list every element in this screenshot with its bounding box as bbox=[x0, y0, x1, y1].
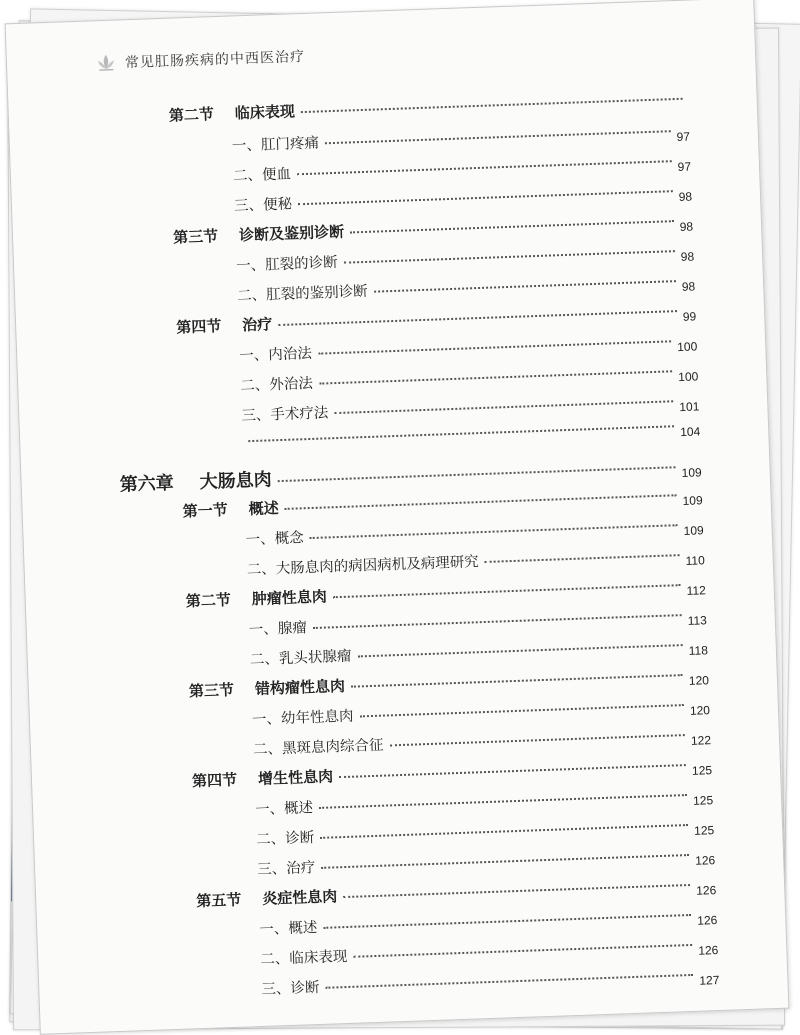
dot-leader bbox=[325, 974, 693, 989]
toc-entry-label bbox=[192, 765, 334, 791]
section-title: 治疗 bbox=[241, 315, 273, 335]
dot-leader bbox=[301, 98, 683, 113]
item-title: 三、手术疗法 bbox=[241, 405, 329, 425]
dot-leader bbox=[297, 160, 671, 175]
toc-entry-label bbox=[173, 221, 345, 248]
section-number: 第二节 bbox=[168, 105, 215, 125]
page-number: 127 bbox=[699, 973, 720, 988]
section-title: 临床表现 bbox=[234, 102, 296, 123]
page-number: 109 bbox=[681, 465, 702, 481]
item-title: 一、肛门疼痛 bbox=[231, 135, 320, 155]
item-title: 二、黑斑息肉综合征 bbox=[252, 737, 384, 759]
item-title: 一、腺瘤 bbox=[248, 620, 308, 639]
toc-entry-label bbox=[232, 132, 320, 156]
page-number: 126 bbox=[695, 883, 717, 898]
item-title: 二、临床表现 bbox=[260, 949, 348, 969]
page-number: 112 bbox=[686, 583, 707, 598]
running-head bbox=[95, 46, 306, 73]
toc-entry-label bbox=[245, 526, 304, 549]
item-title: 一、肛裂的诊断 bbox=[235, 254, 338, 275]
dot-leader bbox=[325, 130, 670, 144]
toc-entry-label bbox=[246, 550, 479, 579]
page-number: 98 bbox=[679, 219, 694, 234]
section-number: 第一节 bbox=[182, 500, 229, 521]
item-title: 二、肛裂的鉴别诊断 bbox=[236, 283, 368, 305]
dot-leader bbox=[321, 854, 689, 869]
section-number: 第四节 bbox=[175, 317, 222, 337]
page-number: 100 bbox=[677, 339, 698, 355]
page-number: 118 bbox=[688, 643, 709, 658]
section-number: 第三节 bbox=[188, 680, 235, 701]
page-number: 120 bbox=[689, 703, 711, 718]
section-title: 诊断及鉴别诊断 bbox=[238, 222, 345, 245]
item-title: 一、幼年性息肉 bbox=[251, 708, 354, 729]
toc-entry-label bbox=[182, 497, 279, 521]
dot-leader bbox=[319, 794, 687, 809]
page-number: 126 bbox=[697, 913, 718, 928]
dot-leader bbox=[248, 425, 674, 442]
dot-leader bbox=[351, 674, 683, 688]
toc-entry-label bbox=[259, 916, 318, 939]
page-number: 97 bbox=[677, 159, 692, 174]
toc-entry-label bbox=[236, 251, 338, 276]
item-title: 一、概述 bbox=[259, 920, 318, 939]
section-number: 第三节 bbox=[172, 227, 219, 247]
toc-entry-label bbox=[256, 826, 315, 849]
page-number: 126 bbox=[694, 853, 716, 868]
item-title: 二、外治法 bbox=[240, 375, 314, 395]
toc-entry-label bbox=[189, 675, 346, 701]
lotus-logo-icon bbox=[95, 53, 118, 74]
dot-leader bbox=[298, 190, 672, 205]
item-title: 二、乳头状腺瘤 bbox=[249, 648, 352, 669]
chapter-number: 第六章 bbox=[119, 472, 175, 496]
dot-leader bbox=[339, 764, 686, 778]
item-title: 一、概念 bbox=[245, 530, 304, 549]
section-title: 错构瘤性息肉 bbox=[254, 676, 346, 699]
toc-section-entry bbox=[169, 87, 689, 126]
page-number: 125 bbox=[691, 763, 713, 778]
toc-entry-label bbox=[257, 856, 316, 879]
item-title: 二、便血 bbox=[232, 166, 292, 185]
dot-leader bbox=[350, 220, 673, 233]
toc-item-entry bbox=[261, 962, 719, 999]
dot-leader bbox=[333, 584, 681, 598]
dot-leader bbox=[343, 884, 690, 898]
section-number: 第二节 bbox=[185, 590, 232, 611]
page-number: 98 bbox=[678, 189, 693, 204]
toc-entry-label bbox=[241, 401, 329, 425]
toc-page bbox=[5, 0, 790, 1035]
toc-entry-label bbox=[196, 885, 338, 911]
dot-leader bbox=[374, 280, 676, 293]
toc-entry-label bbox=[239, 342, 312, 366]
page-number: 126 bbox=[698, 943, 719, 958]
item-title: 三、治疗 bbox=[256, 860, 316, 879]
toc-entry-label bbox=[260, 945, 348, 969]
toc-entry-label bbox=[237, 280, 368, 306]
page-number: 110 bbox=[685, 553, 705, 568]
toc-entry-label bbox=[119, 465, 272, 496]
toc-entry-label bbox=[255, 796, 314, 819]
section-number: 第四节 bbox=[191, 770, 238, 791]
dot-leader bbox=[389, 734, 684, 746]
toc-entry-label bbox=[185, 586, 327, 612]
dot-leader bbox=[310, 524, 678, 539]
dot-leader bbox=[357, 644, 682, 657]
page-number: 125 bbox=[693, 823, 715, 838]
page-number: 122 bbox=[690, 733, 712, 748]
toc-entry-label bbox=[261, 976, 320, 999]
toc-entry-label bbox=[169, 100, 296, 125]
chapter-title: 大肠息肉 bbox=[199, 469, 273, 493]
page-number: 101 bbox=[679, 399, 700, 415]
item-title: 二、大肠息肉的病因病机及病理研究 bbox=[246, 554, 479, 579]
book-title: 常见肛肠疾病的中西医治疗 bbox=[124, 48, 306, 72]
dot-leader bbox=[318, 340, 671, 354]
page-number: 109 bbox=[682, 493, 703, 509]
dot-leader bbox=[278, 310, 676, 326]
section-title: 炎症性息肉 bbox=[261, 887, 338, 908]
toc-entry-label bbox=[252, 705, 354, 730]
dot-leader bbox=[320, 824, 688, 839]
item-title: 一、概述 bbox=[254, 800, 314, 819]
item-title: 三、便秘 bbox=[233, 196, 293, 215]
page-number: 99 bbox=[682, 309, 697, 324]
item-title: 三、诊断 bbox=[261, 979, 320, 999]
page-number: 125 bbox=[692, 793, 714, 808]
section-number: 第五节 bbox=[196, 890, 242, 911]
page-number: 100 bbox=[678, 369, 699, 385]
dot-leader bbox=[313, 614, 682, 629]
item-title: 一、内治法 bbox=[239, 345, 313, 365]
toc-entry-label bbox=[234, 192, 293, 215]
toc-entry-label bbox=[250, 645, 352, 670]
section-title: 肿瘤性息肉 bbox=[251, 587, 328, 609]
page-number: 97 bbox=[676, 129, 691, 145]
dot-leader bbox=[359, 704, 683, 717]
item-title: 二、诊断 bbox=[255, 830, 315, 849]
dot-leader bbox=[485, 554, 680, 563]
page-number: 98 bbox=[681, 279, 696, 294]
toc-entry-label bbox=[253, 734, 384, 760]
section-title: 概述 bbox=[248, 499, 279, 519]
section-title: 增生性息肉 bbox=[257, 767, 334, 789]
page-number: 120 bbox=[688, 673, 710, 688]
dot-leader bbox=[334, 400, 673, 414]
toc-entry-label bbox=[248, 616, 307, 639]
toc-entry-label bbox=[176, 313, 273, 337]
page-number: 104 bbox=[679, 424, 701, 440]
dot-leader bbox=[285, 494, 677, 510]
toc-entry-label bbox=[240, 372, 313, 396]
dot-leader bbox=[323, 914, 691, 929]
page-number: 113 bbox=[687, 613, 708, 628]
page-number: 109 bbox=[683, 523, 704, 539]
toc-entry-label bbox=[233, 162, 292, 185]
dot-leader bbox=[353, 944, 692, 958]
dot-leader bbox=[278, 466, 676, 482]
dot-leader bbox=[319, 370, 672, 384]
page-number: 98 bbox=[680, 249, 695, 264]
dot-leader bbox=[344, 250, 675, 264]
